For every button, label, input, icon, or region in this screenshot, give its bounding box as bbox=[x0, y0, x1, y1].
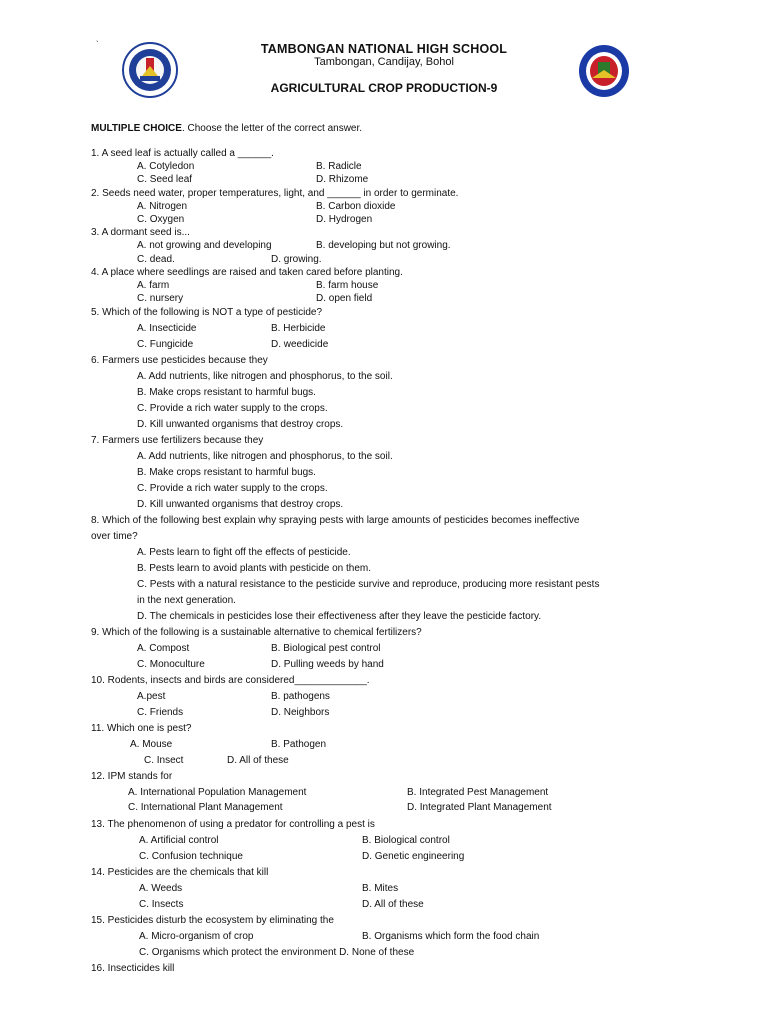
option: D. growing. bbox=[271, 254, 322, 265]
option: A. International Population Management bbox=[128, 787, 307, 798]
option: B. farm house bbox=[316, 280, 379, 291]
option: B. pathogens bbox=[271, 691, 330, 702]
option: C. Provide a rich water supply to the crops. bbox=[137, 483, 328, 494]
question-2: 2. Seeds need water, proper temperatures, light, and ______ in order to germinate. bbox=[91, 188, 459, 199]
option: D. Kill unwanted organisms that destroy crops. bbox=[137, 419, 344, 430]
option: D. The chemicals in pesticides lose their effectiveness after they leave the pesticide factory. bbox=[137, 611, 542, 622]
option: B. Carbon dioxide bbox=[316, 201, 396, 212]
option: A. Nitrogen bbox=[137, 201, 188, 212]
option: A. not growing and developing bbox=[137, 240, 272, 251]
option: A. Artificial control bbox=[139, 835, 219, 846]
question-9: 9. Which of the following is a sustainable alternative to chemical fertilizers? bbox=[91, 627, 422, 638]
question-11: 11. Which one is pest? bbox=[91, 723, 192, 734]
instructions-heading: MULTIPLE CHOICE bbox=[91, 123, 182, 134]
option-cont: in the next generation. bbox=[137, 595, 236, 606]
option: C. Provide a rich water supply to the crops. bbox=[137, 403, 328, 414]
option: C. Insects bbox=[139, 899, 184, 910]
option: B. Integrated Pest Management bbox=[407, 787, 549, 798]
option: C. Monoculture bbox=[137, 659, 205, 670]
option: A. Add nutrients, like nitrogen and phosphorus, to the soil. bbox=[137, 451, 393, 462]
option: D. All of these bbox=[362, 899, 424, 910]
option: A. Compost bbox=[137, 643, 190, 654]
option: B. Organisms which form the food chain bbox=[362, 931, 540, 942]
school-name: TAMBONGAN NATIONAL HIGH SCHOOL bbox=[260, 42, 508, 56]
question-3: 3. A dormant seed is... bbox=[91, 227, 190, 238]
option: A. Weeds bbox=[139, 883, 183, 894]
option: B. developing but not growing. bbox=[316, 240, 451, 251]
option: B. Radicle bbox=[316, 161, 362, 172]
school-address: Tambongan, Candijay, Bohol bbox=[314, 56, 454, 68]
option: C. Friends bbox=[137, 707, 184, 718]
question-8: 8. Which of the following best explain why spraying pests with large amounts of pesticides becomes ineffective bbox=[91, 515, 580, 526]
option: D. All of these bbox=[227, 755, 289, 766]
option: A. farm bbox=[137, 280, 170, 291]
option: C. Organisms which protect the environment D. None of these bbox=[139, 947, 415, 958]
question-14: 14. Pesticides are the chemicals that kill bbox=[91, 867, 269, 878]
question-4: 4. A place where seedlings are raised and taken cared before planting. bbox=[91, 267, 403, 278]
question-1: 1. A seed leaf is actually called a ______. bbox=[91, 148, 274, 159]
option: B. Biological control bbox=[362, 835, 450, 846]
option: C. International Plant Management bbox=[128, 802, 283, 813]
option: B. Pathogen bbox=[271, 739, 327, 750]
option: A.pest bbox=[137, 691, 166, 702]
option: B. Make crops resistant to harmful bugs. bbox=[137, 387, 316, 398]
option: A. Pests learn to fight off the effects of pesticide. bbox=[137, 547, 351, 558]
question-5: 5. Which of the following is NOT a type of pesticide? bbox=[91, 307, 323, 318]
option: C. Fungicide bbox=[137, 339, 194, 350]
option: A. Micro-organism of crop bbox=[139, 931, 254, 942]
option: B. Pests learn to avoid plants with pesticide on them. bbox=[137, 563, 372, 574]
instructions bbox=[91, 123, 362, 135]
question-12: 12. IPM stands for bbox=[91, 771, 173, 782]
option: D. Hydrogen bbox=[316, 214, 373, 225]
stray-mark: ` bbox=[96, 40, 99, 49]
option: C. Confusion technique bbox=[139, 851, 243, 862]
option: D. Genetic engineering bbox=[362, 851, 465, 862]
option: B. Mites bbox=[362, 883, 399, 894]
instructions-text: . Choose the letter of the correct answer. bbox=[181, 123, 363, 134]
option: D. Rhizome bbox=[316, 174, 369, 185]
question-16: 16. Insecticides kill bbox=[91, 963, 175, 974]
option: D. open field bbox=[316, 293, 373, 304]
option: D. Kill unwanted organisms that destroy crops. bbox=[137, 499, 344, 510]
option: D. Pulling weeds by hand bbox=[271, 659, 384, 670]
question-8-cont: over time? bbox=[91, 531, 138, 542]
option: A. Insecticide bbox=[137, 323, 197, 334]
option: C. Insect bbox=[144, 755, 184, 766]
option: A. Add nutrients, like nitrogen and phosphorus, to the soil. bbox=[137, 371, 393, 382]
question-13: 13. The phenomenon of using a predator for controlling a pest is bbox=[91, 819, 375, 830]
option: D. Neighbors bbox=[271, 707, 330, 718]
option: C. nursery bbox=[137, 293, 184, 304]
option: A. Cotyledon bbox=[137, 161, 195, 172]
option: C. dead. bbox=[137, 254, 175, 265]
option: B. Biological pest control bbox=[271, 643, 381, 654]
question-10: 10. Rodents, insects and birds are considered_____________. bbox=[91, 675, 370, 686]
question-7: 7. Farmers use fertilizers because they bbox=[91, 435, 264, 446]
option: D. Integrated Plant Management bbox=[407, 802, 552, 813]
option: D. weedicide bbox=[271, 339, 329, 350]
subject-title: AGRICULTURAL CROP PRODUCTION-9 bbox=[270, 81, 498, 95]
question-15: 15. Pesticides disturb the ecosystem by eliminating the bbox=[91, 915, 334, 926]
question-6: 6. Farmers use pesticides because they bbox=[91, 355, 268, 366]
option: C. Seed leaf bbox=[137, 174, 193, 185]
option: A. Mouse bbox=[130, 739, 173, 750]
option: B. Make crops resistant to harmful bugs. bbox=[137, 467, 316, 478]
option: B. Herbicide bbox=[271, 323, 326, 334]
option: C. Pests with a natural resistance to the pesticide survive and reproduce, producing more resistant pests bbox=[137, 579, 600, 590]
option: C. Oxygen bbox=[137, 214, 185, 225]
